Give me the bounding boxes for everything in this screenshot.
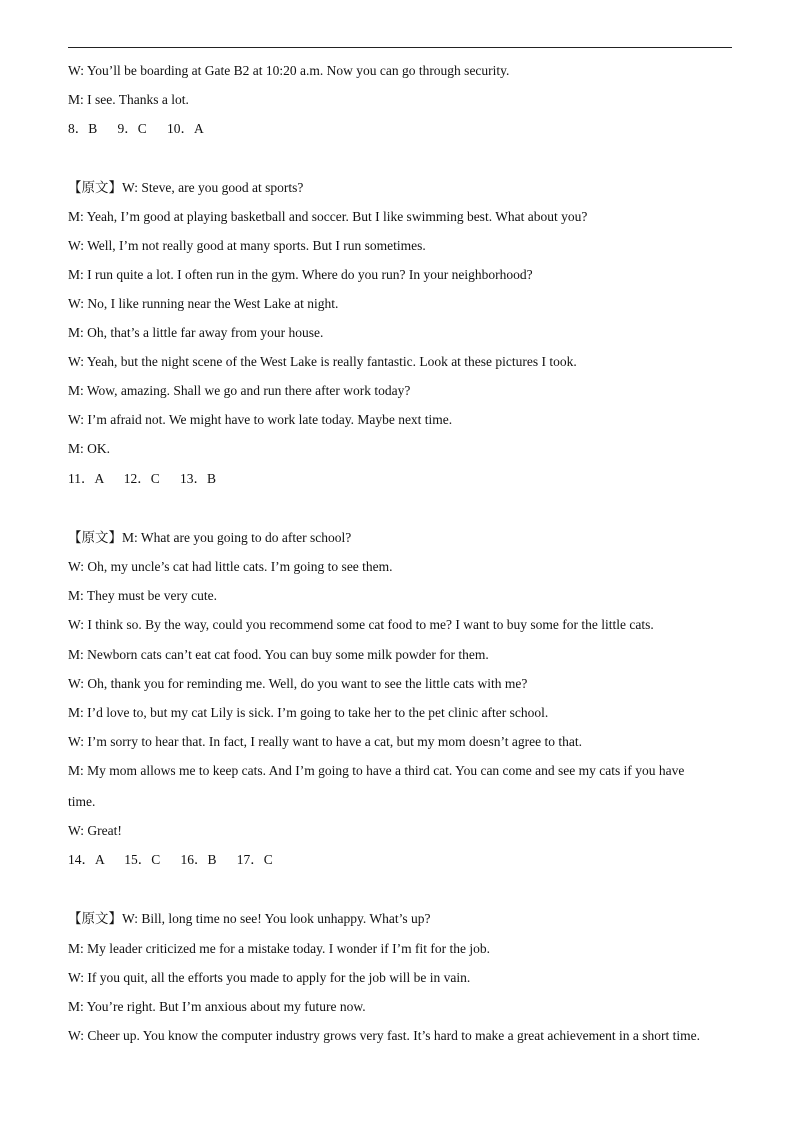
text-line: W: Oh, my uncle’s cat had little cats. I’m going to see them. [68,559,393,574]
text-line: 8．B 9．C 10．A [68,121,204,136]
header-rule [68,47,732,48]
text-line: time. [68,794,96,809]
text-line: W: No, I like running near the West Lake at night. [68,296,339,311]
text-line: M: They must be very cute. [68,588,217,603]
text-line: 14．A 15．C 16．B 17．C [68,852,273,867]
text-line: 【原文】W: Steve, are you good at sports? [68,180,304,195]
text-line: M: Oh, that’s a little far away from your house. [68,325,324,340]
text-line: W: Oh, thank you for reminding me. Well, do you want to see the little cats with me? [68,676,528,691]
text-line: 11．A 12．C 13．B [68,471,217,486]
text-line: M: My mom allows me to keep cats. And I’m going to have a third cat. You can come and see my cats if you have [68,763,685,778]
text-line: M: I run quite a lot. I often run in the gym. Where do you run? In your neighborhood? [68,267,533,282]
text-line: M: Yeah, I’m good at playing basketball and soccer. But I like swimming best. What about you? [68,209,588,224]
text-line: W: I think so. By the way, could you recommend some cat food to me? I want to buy some for the little cats. [68,617,654,632]
text-line: W: Yeah, but the night scene of the West Lake is really fantastic. Look at these pictures I took. [68,354,577,369]
text-line: M: OK. [68,441,111,456]
text-line: W: Great! [68,823,122,838]
text-line: 【原文】W: Bill, long time no see! You look unhappy. What’s up? [68,911,431,926]
text-line: 【原文】M: What are you going to do after school? [68,530,352,545]
text-line: M: Newborn cats can’t eat cat food. You can buy some milk powder for them. [68,647,489,662]
text-line: W: Well, I’m not really good at many sports. But I run sometimes. [68,238,426,253]
text-line: W: I’m afraid not. We might have to work late today. Maybe next time. [68,412,453,427]
text-line: M: I see. Thanks a lot. [68,92,189,107]
text-line: W: You’ll be boarding at Gate B2 at 10:20 a.m. Now you can go through security. [68,63,510,78]
text-line: W: Cheer up. You know the computer industry grows very fast. It’s hard to make a great achievement in a short time. [68,1028,700,1043]
text-line: M: I’d love to, but my cat Lily is sick. I’m going to take her to the pet clinic after school. [68,705,549,720]
text-line: M: You’re right. But I’m anxious about my future now. [68,999,366,1014]
text-line: M: My leader criticized me for a mistake today. I wonder if I’m fit for the job. [68,941,490,956]
text-line: M: Wow, amazing. Shall we go and run there after work today? [68,383,411,398]
text-line: W: I’m sorry to hear that. In fact, I really want to have a cat, but my mom doesn’t agree to that. [68,734,582,749]
text-line: W: If you quit, all the efforts you made to apply for the job will be in vain. [68,970,471,985]
